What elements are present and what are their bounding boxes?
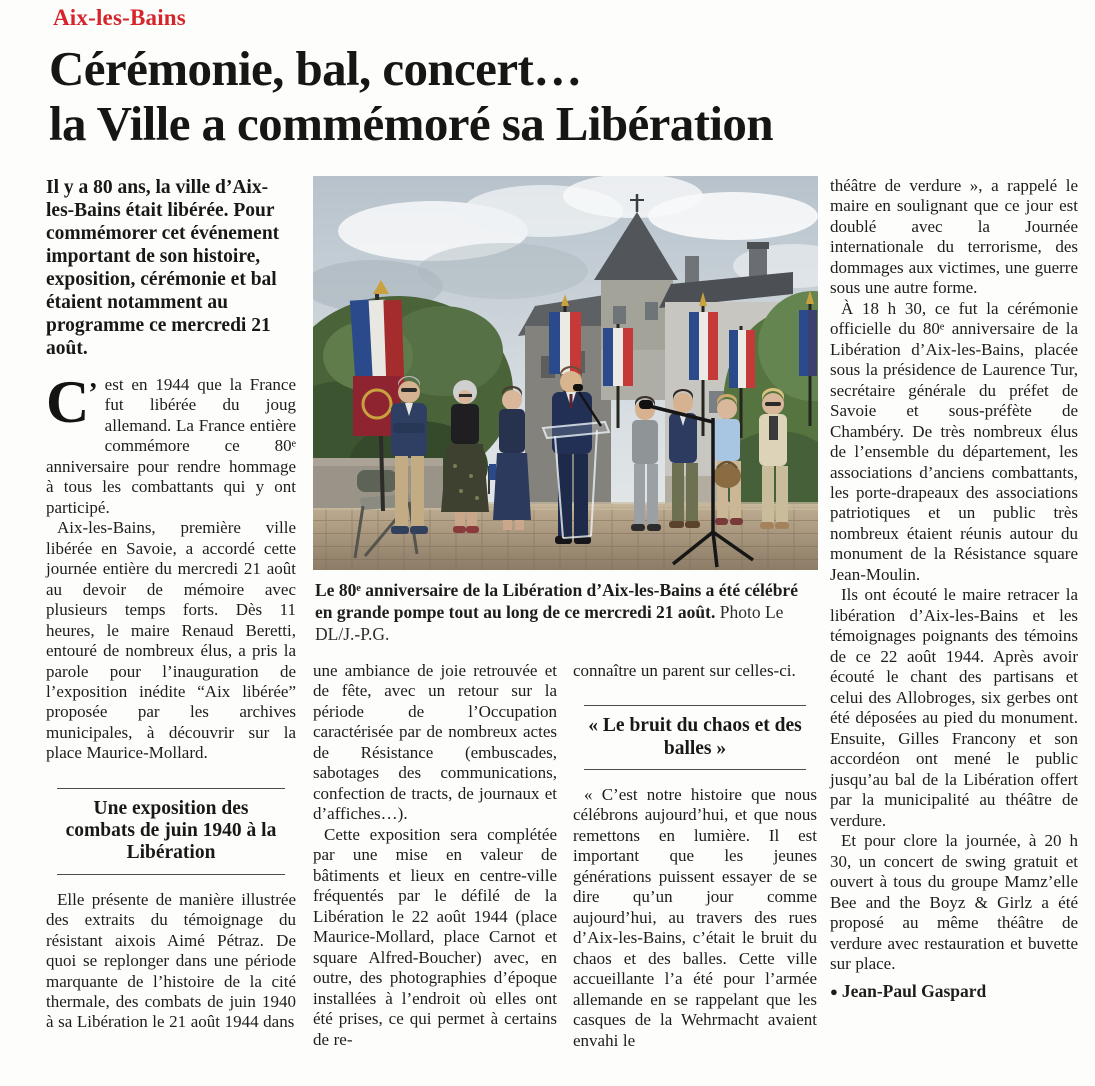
body-paragraph: À 18 h 30, ce fut la cérémonie officielle du 80ᵉ anniversaire de la Libération d’Aix-les-Bains, placée sous la présidence de Laurence Tur, secrétaire générale du préfet de Savoie et sous-préfète de Chambéry. De très nombreux élus de l’ensemble du département, les associations d’anciens combattants, les porte-drapeaux des associations patriotiques et un public très nombreux étaient réunis autour du monument de la Résistance square Jean-Moulin. xyxy=(830,298,1078,584)
ceremony-photo xyxy=(313,176,818,570)
middle-section xyxy=(313,176,818,1051)
crosshead-quote: « Le bruit du chaos et des balles » xyxy=(584,705,806,769)
byline xyxy=(830,981,1078,1002)
body-paragraph: Cette exposition sera complétée par une mise en valeur de bâtiments et lieux en centre-ville fréquentés par le défilé de la Libération le 22 août 1944 (place Maurice-Mollard, place Carnot et square Alfred-Boucher) avec, en outre, des photographies d’époque installées à l’endroit où elles ont été prises, ce qui permet à certains de re- xyxy=(313,824,557,1049)
headline xyxy=(49,41,1095,152)
column-4 xyxy=(830,176,1078,1002)
article-page xyxy=(0,6,1095,1051)
section-kicker: Aix-les-Bains xyxy=(53,5,186,30)
photo-caption xyxy=(315,579,816,645)
headline-line1: Cérémonie, bal, concert… xyxy=(49,41,582,96)
crosshead-exposition: Une exposition des combats de juin 1940 à la Libération xyxy=(57,788,285,875)
column-3 xyxy=(573,661,817,1051)
column-2 xyxy=(313,661,557,1051)
caption-text: Le 80ᵉ anniversaire de la Libération d’Aix-les-Bains a été célébré en grande pompe tout au long de ce mercredi 21 août. xyxy=(315,579,798,622)
drop-cap: C’ xyxy=(46,368,98,435)
photo-credit: Photo Le DL/J.-P.G. xyxy=(315,601,784,644)
body-paragraph: théâtre de verdure », a rappelé le maire en soulignant que ce jour est doublé avec la Journée internationale du terrorisme, des dommages aux victimes, une guerre sous une autre forme. xyxy=(830,175,1078,298)
body-paragraph: connaître un parent sur celles-ci. xyxy=(573,660,796,680)
body-paragraph: Ils ont écouté le maire retracer la libération d’Aix-les-Bains et les témoignages poignants des témoins de ce 22 août 1944. Après avoir écouté le chant des partisans et celui des Allobroges, six gerbes ont été déposées au pied du monument. Ensuite, Gilles Francony et son accordéon ont mené le public jusqu’au bal de la Libération offert par la municipalité au théâtre de verdure. xyxy=(830,585,1078,830)
body-paragraph: Et pour clore la journée, à 20 h 30, un concert de swing gratuit et ouvert à tous du groupe Mamz’elle Bee and the Boyz & Girlz a été proposé au même théâtre de verdure avec restauration et buvette sur place. xyxy=(830,831,1078,974)
byline-bullet-icon: ● xyxy=(830,983,838,999)
body-paragraph: C’ est en 1944 que la France fut libérée du joug allemand. La France entière commémore ce 80ᵉ anniversaire pour rendre hommage à tous les combattants qui y ont participé. xyxy=(46,368,296,517)
body-paragraph: « C’est notre histoire que nous célébrons aujourd’hui, et que nous remettons en lumière. Il est important que les jeunes générations puissent essayer de se dire qu’un jour comme aujourd’hui, au travers des rues d’Aix-les-Bains, c’était le bruit du chaos et des balles. Cette ville accueillante l’a été pour l’armée allemande en se rappelant que les casques de la Wehrmacht avaient envahi le xyxy=(573,784,817,1050)
headline-line2: la Ville a commémoré sa Libération xyxy=(49,96,773,152)
article-body xyxy=(46,176,1095,1051)
article-intro: Il y a 80 ans, la ville d’Aix-les-Bains était libérée. Pour commémorer cet événement important de son histoire, exposition, cérémonie et bal étaient notamment au programme ce mercredi 21 août. xyxy=(46,176,280,359)
column-1 xyxy=(46,176,296,1033)
byline-name: Jean-Paul Gaspard xyxy=(841,980,987,1001)
body-paragraph: Elle présente de manière illustrée des extraits du témoignage du résistant aixois Aimé Pétraz. De quoi se replonger dans une période marquante de l’histoire de la cité thermale, des combats de juin 1940 à sa Libération le 21 août 1944 dans xyxy=(46,889,296,1032)
body-paragraph: Aix-les-Bains, première ville libérée en Savoie, a accordé cette journée entière du mercredi 21 août au devoir de mémoire avec plusieurs temps forts. Dès 11 heures, le maire Renaud Beretti, entouré de nombreux élus, a pris la parole pour l’inauguration de l’exposition inédite “Aix libérée” proposée par les archives municipales, à découvrir sur la place Maurice-Mollard. xyxy=(46,518,296,763)
body-paragraph: une ambiance de joie retrouvée et de fête, avec un retour sur la période de l’Occupation caractérisée par de nombreux actes de Résistance (embuscades, sabotages des communications, confection de tracts, de journaux et d’affiches…). xyxy=(313,660,557,824)
middle-columns xyxy=(313,661,818,1051)
